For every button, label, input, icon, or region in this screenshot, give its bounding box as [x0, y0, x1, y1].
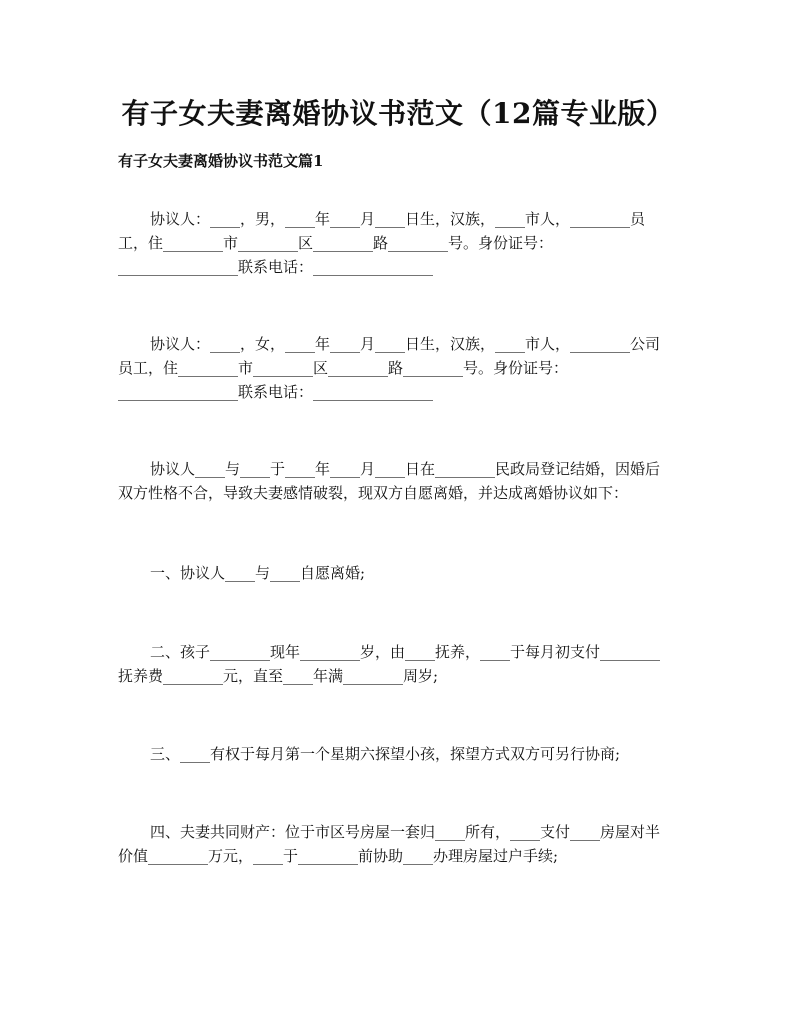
paragraph-party-male: [118, 207, 680, 279]
clause-visitation: [118, 742, 680, 766]
paragraph-line: 价值________万元，____于________前协助____办理房屋过户手续;: [118, 847, 559, 865]
paragraph-line: 协议人____与____于____年____月____日在________民政局登记结婚，因婚后: [150, 460, 661, 478]
clause-child-custody: [118, 640, 680, 688]
paragraph-line: 协议人：____，女，____年____月____日生，汉族，____市人，________公司: [150, 335, 661, 353]
paragraph-line: 员工，住________市________区________路________号。身份证号：: [118, 359, 569, 377]
paragraph-line: 一、协议人____与____自愿离婚;: [150, 564, 366, 582]
paragraph-marriage-info: [118, 457, 680, 505]
document-title: 有子女夫妻离婚协议书范文（12篇专业版）: [121, 97, 675, 130]
paragraph-line: 抚养费________元，直至____年满________周岁;: [118, 667, 439, 685]
clause-property: [118, 820, 680, 868]
paragraph-line: ________________联系电话：________________: [118, 258, 434, 276]
paragraph-line: 工，住________市________区________路________号。身份证号：: [118, 234, 554, 252]
paragraph-line: 双方性格不合，导致夫妻感情破裂，现双方自愿离婚，并达成离婚协议如下：: [118, 484, 629, 502]
paragraph-line: ________________联系电话：________________: [118, 383, 434, 401]
clause-divorce-consent: [118, 561, 680, 585]
section-heading: 有子女夫妻离婚协议书范文篇1: [118, 152, 324, 170]
paragraph-line: 四、夫妻共同财产：位于市区号房屋一套归____所有，____支付____房屋对半: [150, 823, 661, 841]
paragraph-line: 三、____有权于每月第一个星期六探望小孩，探望方式双方可另行协商;: [150, 745, 621, 763]
paragraph-line: 协议人：____，男，____年____月____日生，汉族，____市人，________员: [150, 210, 646, 228]
paragraph-party-female: [118, 332, 680, 404]
paragraph-line: 二、孩子________现年________岁，由____抚养，____于每月初支付________: [150, 643, 661, 661]
